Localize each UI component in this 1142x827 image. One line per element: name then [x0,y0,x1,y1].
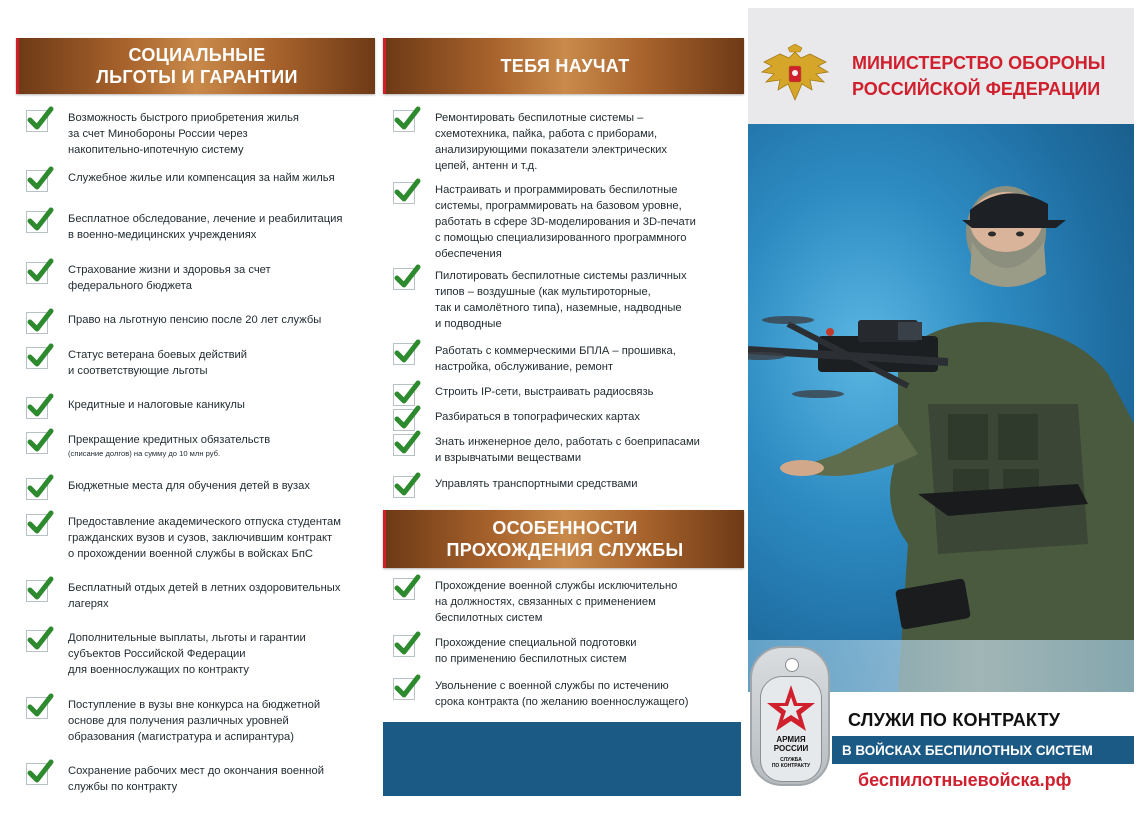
dogtag-service-line-1: СЛУЖБА [780,757,802,763]
cover-panel [748,8,1134,796]
list-item-line: Поступление в вузы вне конкурса на бюджетной [68,699,321,711]
list-item-line: срока контракта (по желанию военнослужащего) [435,696,689,708]
list-item [383,476,741,498]
list-item [16,262,372,294]
list-item-text [68,580,340,612]
checkmark-icon [393,434,415,456]
list-item-line: Кредитные и налоговые каникулы [68,399,245,411]
training-banner-line-1: ТЕБЯ НАУЧАТ [500,56,630,76]
list-item-footnote: (списание долгов) на сумму до 10 млн руб. [68,449,221,458]
list-item [16,432,372,459]
list-item [16,630,372,678]
list-item-line: Бесплатное обследование, лечение и реабилитация [68,213,343,225]
list-item-line: работать в сфере 3D-моделирования и 3D-печати [435,216,696,228]
checkmark-icon [26,478,48,500]
list-item-line: службы по контракту [68,781,178,793]
list-item-line: схемотехника, пайка, работа с приборами, [435,128,658,140]
list-item-text [68,697,320,745]
list-item-line: о прохождении военной службы в войсках БпС [68,548,313,560]
list-item-line: Работать с коммерческими БПЛА – прошивка, [435,345,676,357]
list-item-text [435,268,687,332]
list-item [16,397,372,419]
ministry-title-line-2: РОССИЙСКОЙ ФЕДЕРАЦИИ [852,79,1101,99]
contract-title: СЛУЖИ ПО КОНТРАКТУ [848,710,1061,730]
list-item-line: для военнослужащих по контракту [68,664,250,676]
list-item-text [68,432,270,459]
list-item-line: на должностях, связанных с применением [435,596,656,608]
list-item-line: и взрывчатыми веществами [435,452,582,464]
list-item-line: так и самолётного типа), наземные, надводные [435,302,682,314]
list-item-text [68,514,341,562]
soldier-with-drone-illustration [748,124,1134,692]
list-item-line: Сохранение рабочих мест до окончания военной [68,765,324,777]
list-item-line: Разбираться в топографических картах [435,411,640,423]
checkmark-icon [26,630,48,652]
list-item-line: Бюджетные места для обучения детей в вузах [68,480,310,492]
list-item-line: в военно-медицинских учреждениях [68,229,257,241]
service-features-banner [383,510,744,568]
dogtag-army-text [761,735,821,753]
list-item-line: Страхование жизни и здоровья за счет [68,264,271,276]
list-item-line: Возможность быстрого приобретения жилья [68,112,299,124]
checkmark-icon [393,384,415,406]
checkmark-icon [26,432,48,454]
list-item-text [68,763,324,795]
checkmark-icon [393,578,415,600]
contract-subtitle: В ВОЙСКАХ БЕСПИЛОТНЫХ СИСТЕМ [832,736,1134,764]
checkmark-icon [393,678,415,700]
list-item [16,514,372,562]
army-russia-dogtag-logo [750,646,830,786]
list-item [16,697,372,745]
list-item-line: Прекращение кредитных обязательств [68,434,271,446]
list-item-line: с помощью специализированного программного [435,232,687,244]
list-item-text [435,476,637,492]
list-item-text [68,170,335,186]
checkmark-icon [26,262,48,284]
list-item-line: Ремонтировать беспилотные системы – [435,112,644,124]
dogtag-service-line-2: ПО КОНТРАКТУ [771,763,811,769]
ministry-title-line-1: МИНИСТЕРСТВО ОБОРОНЫ [852,53,1106,73]
list-item-text [435,635,636,667]
list-item-text [435,384,653,400]
list-item-line: обеспечения [435,248,502,260]
list-item [16,110,372,158]
list-item-text [68,478,310,494]
checkmark-icon [26,514,48,536]
list-item-text [68,630,306,678]
double-headed-eagle-emblem-icon [758,44,832,108]
list-item-line: Прохождение специальной подготовки [435,637,637,649]
checkmark-icon [26,763,48,785]
list-item [383,268,741,332]
list-item-line: Знать инженерное дело, работать с боеприпасами [435,436,700,448]
list-item-line: типов – воздушные (как мультироторные, [435,286,651,298]
list-item-text [435,343,676,375]
dogtag-hole [785,658,799,672]
list-item-line: и подводные [435,318,502,330]
checkmark-icon [26,347,48,369]
benefits-banner [16,38,375,94]
list-item-line: Пилотировать беспилотные системы различных [435,270,687,282]
list-item-text [435,110,667,174]
list-item-line: Статус ветерана боевых действий [68,349,248,361]
list-item-line: по применению беспилотных систем [435,653,627,665]
list-item [16,347,372,379]
list-item-line: Настраивать и программировать беспилотные [435,184,678,196]
list-item-line: системы, программировать на базовом уровне, [435,200,682,212]
list-item-line: Служебное жилье или компенсация за найм жилья [68,172,335,184]
checkmark-icon [393,343,415,365]
dogtag-army-line-2: РОССИИ [773,744,809,753]
list-item-line: настройка, обслуживание, ремонт [435,361,614,373]
list-item [383,343,741,375]
list-item [383,110,741,174]
list-item-line: и соответствующие льготы [68,365,208,377]
list-item [16,312,372,334]
checkmark-icon [393,635,415,657]
checkmark-icon [26,170,48,192]
list-item [383,635,741,667]
checkmark-icon [26,580,48,602]
list-item-line: Увольнение с военной службы по истечению [435,680,669,692]
service-banner-line-1: ОСОБЕННОСТИ [492,518,638,538]
list-item [16,763,372,795]
list-item [16,478,372,500]
red-star-icon [761,679,821,735]
list-item [16,211,372,243]
list-item-line: лагерях [68,598,109,610]
website-link[interactable]: беспилотныевойска.рф [832,764,1134,796]
list-item-line: цепей, антенн и т.д. [435,160,538,172]
list-item-text [435,434,700,466]
list-item-line: Строить IP-сети, выстраивать радиосвязь [435,386,654,398]
list-item [383,409,741,431]
checkmark-icon [393,476,415,498]
list-item-text [68,347,247,379]
list-item-text [68,262,271,294]
list-item-line: Предоставление академического отпуска студентам [68,516,341,528]
checkmark-icon [26,110,48,132]
list-item-line: беспилотных систем [435,612,543,624]
list-item-line: образования (магистратура и аспирантура) [68,731,294,743]
list-item-text [435,578,677,626]
list-item-text [435,182,696,262]
list-item [383,182,741,262]
list-item-text [68,397,245,413]
list-item [16,580,372,612]
ministry-title [852,50,1132,102]
list-item-text [435,409,640,425]
decorative-blue-block [383,722,741,796]
checkmark-icon [26,312,48,334]
list-item [383,578,741,626]
list-item-line: за счет Минобороны России через [68,128,248,140]
checkmark-icon [393,409,415,431]
hero-photo [748,124,1134,692]
list-item-text [68,211,342,243]
list-item [16,170,372,192]
benefits-banner-line-2: ЛЬГОТЫ И ГАРАНТИИ [96,67,298,87]
checkmark-icon [393,110,415,132]
list-item-line: гражданских вузов и сузов, заключившим контракт [68,532,333,544]
list-item-line: Бесплатный отдых детей в летних оздоровительных [68,582,341,594]
list-item-text [68,110,299,158]
service-banner-line-2: ПРОХОЖДЕНИЯ СЛУЖБЫ [446,540,684,560]
list-item-text [68,312,321,328]
dogtag-inner [760,676,822,782]
checkmark-icon [26,211,48,233]
ministry-header [748,8,1134,124]
list-item-line: основе для получения различных уровней [68,715,289,727]
list-item-line: Дополнительные выплаты, льготы и гарантии [68,632,306,644]
list-item-line: федерального бюджета [68,280,192,292]
checkmark-icon [26,697,48,719]
list-item-line: Право на льготную пенсию после 20 лет службы [68,314,322,326]
dogtag-army-line-1: АРМИЯ [776,735,806,744]
list-item-text [435,678,688,710]
list-item-line: накопительно-ипотечную систему [68,144,244,156]
benefits-banner-line-1: СОЦИАЛЬНЫЕ [128,45,266,65]
list-item-line: субъектов Российской Федерации [68,648,246,660]
checkmark-icon [393,182,415,204]
list-item [383,678,741,710]
dogtag-service-text [761,757,821,769]
checkmark-icon [26,397,48,419]
list-item [383,384,741,406]
training-banner [383,38,744,94]
list-item-line: анализирующими показатели электрических [435,144,667,156]
list-item [383,434,741,466]
list-item-line: Управлять транспортными средствами [435,478,638,490]
checkmark-icon [393,268,415,290]
list-item-line: Прохождение военной службы исключительно [435,580,678,592]
